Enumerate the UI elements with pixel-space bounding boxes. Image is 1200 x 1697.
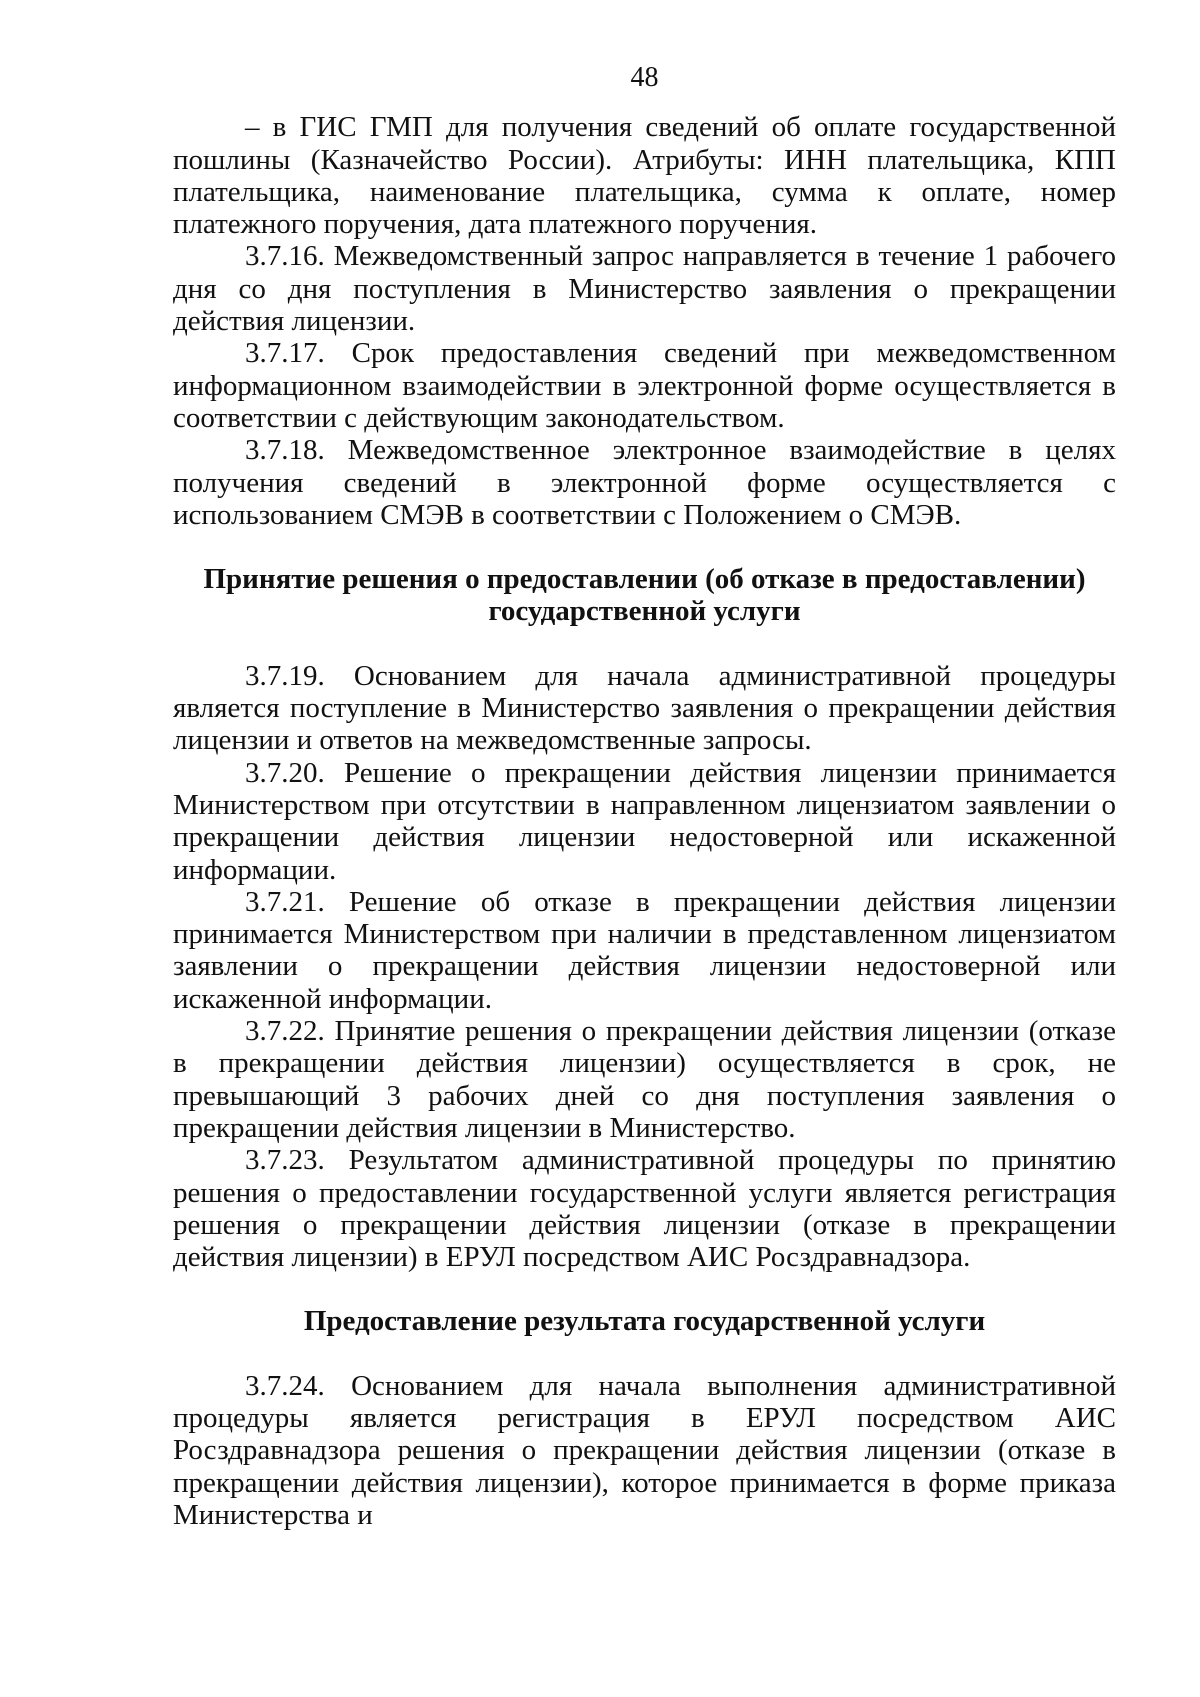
- section-heading-result: Предоставление результата государственной услуги: [303, 1305, 986, 1338]
- document-page: [173, 62, 1116, 1531]
- section-heading-decision-line2: государственной услуги: [488, 595, 801, 628]
- paragraph-3-7-16: 3.7.16. Межведомственный запрос направляется в течение 1 рабочего дня со дня поступления в Министерство заявления о прекращении действия лицензии.: [173, 240, 1116, 338]
- paragraph-3-7-22: 3.7.22. Принятие решения о прекращении действия лицензии (отказе в прекращении действия лицензии) осуществляется в срок, не превышающий 3 рабочих дней со дня поступления заявления о прекращении действия лицензии в Министерство.: [173, 1015, 1116, 1144]
- page-number: 48: [630, 62, 659, 93]
- spacer: [173, 628, 1116, 660]
- paragraph-3-7-23: 3.7.23. Результатом административной процедуры по принятию решения о предоставлении государственной услуги является регистрация решения о прекращении действия лицензии (отказе в прекращении действия лицензии) в ЕРУЛ посредством АИС Росздравнадзора.: [173, 1144, 1116, 1274]
- paragraph-3-7-24: 3.7.24. Основанием для начала выполнения административной процедуры является регистрация в ЕРУЛ посредством АИС Росздравнадзора решения о прекращении действия лицензии (отказе в прекращении действия лицензии), которое принимается в форме приказа Министерства и: [173, 1369, 1116, 1531]
- paragraph-3-7-19: 3.7.19. Основанием для начала административной процедуры является поступление в Министерство заявления о прекращении действия лицензии и ответов на межведомственные запросы.: [173, 659, 1116, 757]
- paragraph-3-7-18: 3.7.18. Межведомственное электронное взаимодействие в целях получения сведений в электронной форме осуществляется с использованием СМЭВ в соответствии с Положением о СМЭВ.: [173, 434, 1116, 531]
- section-heading-decision-line1: Принятие решения о предоставлении (об отказе в предоставлении): [203, 563, 1086, 596]
- paragraph-3-7-21: 3.7.21. Решение об отказе в прекращении действия лицензии принимается Министерством при наличии в представленном лицензиатом заявлении о прекращении действия лицензии недостоверной или искаженной информации.: [173, 885, 1116, 1015]
- paragraph-3-7-20: 3.7.20. Решение о прекращении действия лицензии принимается Министерством при отсутствии в направленном лицензиатом заявлении о прекращении действия лицензии недостоверной или искаженной информации.: [173, 756, 1116, 886]
- paragraph-gis-gmp: – в ГИС ГМП для получения сведений об оплате государственной пошлины (Казначейство России). Атрибуты: ИНН плательщика, КПП плательщика, наименование плательщика, сумма к оплате, номер платежного поручения, дата платежного поручения.: [173, 111, 1116, 241]
- spacer: [173, 1273, 1116, 1305]
- paragraph-3-7-17: 3.7.17. Срок предоставления сведений при межведомственном информационном взаимодействии в электронной форме осуществляется в соответствии с действующим законодательством.: [173, 337, 1116, 434]
- spacer: [173, 531, 1116, 563]
- spacer: [173, 1338, 1116, 1370]
- section-heading-decision: [173, 563, 1116, 628]
